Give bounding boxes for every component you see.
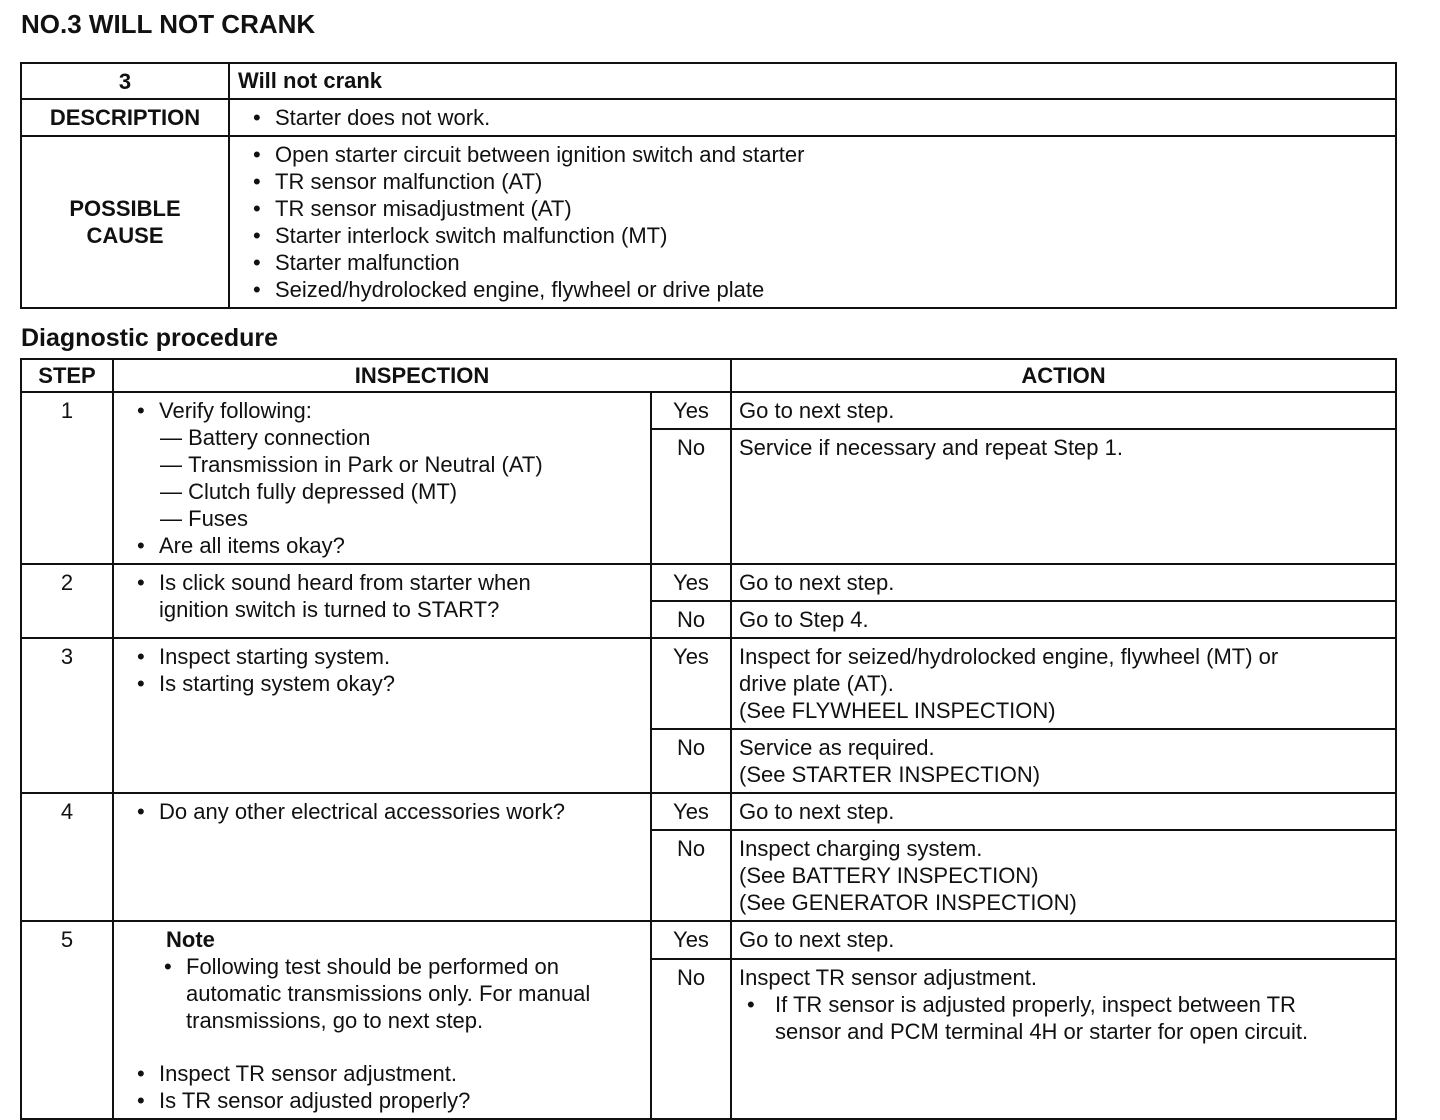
no-label: No bbox=[651, 729, 731, 793]
yes-action: Inspect for seized/hydrolocked engine, flywheel (MT) or drive plate (AT). (See FLYWHEEL INSPECTION) bbox=[731, 638, 1396, 729]
section-title: Diagnostic procedure bbox=[21, 324, 278, 352]
description-cell bbox=[229, 99, 1396, 136]
check-item: — Clutch fully depressed (MT) bbox=[122, 478, 644, 505]
check-item: — Battery connection bbox=[122, 424, 644, 451]
step-header: STEP bbox=[21, 359, 113, 392]
no-action: Service if necessary and repeat Step 1. bbox=[731, 429, 1396, 564]
no-label: No bbox=[651, 601, 731, 638]
action-sub-item: • If TR sensor is adjusted properly, inspect between TR sensor and PCM terminal 4H or starter for open circuit. bbox=[739, 991, 1389, 1045]
check-item: — Transmission in Park or Neutral (AT) bbox=[122, 451, 644, 478]
symptom-number: 3 bbox=[21, 63, 229, 99]
step-inspection bbox=[113, 392, 651, 564]
step-number: 3 bbox=[21, 638, 113, 793]
no-action: Service as required. (See STARTER INSPECTION) bbox=[731, 729, 1396, 793]
action-header: ACTION bbox=[731, 359, 1396, 392]
possible-cause-list bbox=[229, 136, 1396, 308]
possible-cause-label: POSSIBLE CAUSE bbox=[21, 136, 229, 308]
no-action: Inspect TR sensor adjustment. • If TR sensor is adjusted properly, inspect between TR sensor and PCM terminal 4H or starter for open circuit. bbox=[731, 959, 1396, 1119]
cause-item: • Open starter circuit between ignition switch and starter bbox=[238, 141, 1389, 168]
inspection-item: • Verify following: bbox=[122, 397, 644, 424]
cause-item: • TR sensor misadjustment (AT) bbox=[238, 195, 1389, 222]
note-item: • Following test should be performed on automatic transmissions only. For manual transmissions, go to next step. bbox=[122, 953, 644, 1034]
step-inspection bbox=[113, 793, 651, 921]
yes-action: Go to next step. bbox=[731, 392, 1396, 429]
yes-action: Go to next step. bbox=[731, 793, 1396, 830]
description-item: • Starter does not work. bbox=[238, 104, 1389, 131]
yes-label: Yes bbox=[651, 564, 731, 601]
inspection-question: • Is starting system okay? bbox=[122, 670, 644, 697]
step-inspection bbox=[113, 564, 651, 638]
no-action: Go to Step 4. bbox=[731, 601, 1396, 638]
cause-item: • Starter interlock switch malfunction (MT) bbox=[238, 222, 1389, 249]
cause-item: • Starter malfunction bbox=[238, 249, 1389, 276]
step-inspection bbox=[113, 921, 651, 1119]
step-number: 1 bbox=[21, 392, 113, 564]
step-inspection bbox=[113, 638, 651, 793]
no-label: No bbox=[651, 830, 731, 921]
check-item: — Fuses bbox=[122, 505, 644, 532]
no-action: Inspect charging system. (See BATTERY INSPECTION) (See GENERATOR INSPECTION) bbox=[731, 830, 1396, 921]
yes-action: Go to next step. bbox=[731, 564, 1396, 601]
yes-action: Go to next step. bbox=[731, 921, 1396, 959]
inspection-question: • Do any other electrical accessories work? bbox=[122, 798, 644, 825]
inspection-item: • Inspect starting system. bbox=[122, 643, 644, 670]
diagnostic-table bbox=[20, 358, 1397, 1120]
symptom-table bbox=[20, 62, 1397, 309]
yes-label: Yes bbox=[651, 921, 731, 959]
inspection-question: • Is click sound heard from starter when ignition switch is turned to START? bbox=[122, 569, 644, 623]
no-label: No bbox=[651, 429, 731, 564]
no-label: No bbox=[651, 959, 731, 1119]
note-label: Note bbox=[166, 927, 215, 952]
inspection-header: INSPECTION bbox=[113, 359, 731, 392]
inspection-item: • Inspect TR sensor adjustment. bbox=[122, 1060, 644, 1087]
step-number: 2 bbox=[21, 564, 113, 638]
page-title: NO.3 WILL NOT CRANK bbox=[21, 9, 316, 39]
step-number: 4 bbox=[21, 793, 113, 921]
symptom-name: Will not crank bbox=[229, 63, 1396, 99]
yes-label: Yes bbox=[651, 638, 731, 729]
step-number: 5 bbox=[21, 921, 113, 1119]
inspection-question: • Are all items okay? bbox=[122, 532, 644, 559]
description-label: DESCRIPTION bbox=[21, 99, 229, 136]
cause-item: • Seized/hydrolocked engine, flywheel or drive plate bbox=[238, 276, 1389, 303]
cause-item: • TR sensor malfunction (AT) bbox=[238, 168, 1389, 195]
inspection-question: • Is TR sensor adjusted properly? bbox=[122, 1087, 644, 1114]
yes-label: Yes bbox=[651, 392, 731, 429]
yes-label: Yes bbox=[651, 793, 731, 830]
